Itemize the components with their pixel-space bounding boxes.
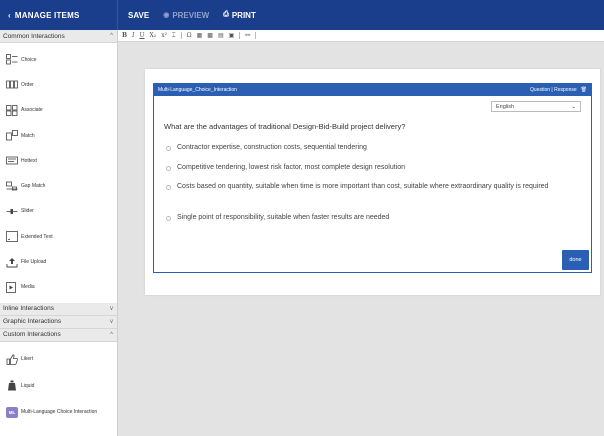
- sidebar-item-multi-language-choice[interactable]: [0, 399, 117, 426]
- sidebar-item-label: Multi-Language Choice Interaction: [21, 409, 98, 416]
- sidebar-item-label: File Upload: [21, 259, 47, 266]
- sidebar-item-label: Slider: [21, 208, 34, 215]
- chevron-up-icon: ^: [110, 33, 113, 39]
- printer-icon: ⎙: [223, 11, 229, 18]
- slider-icon: [6, 206, 18, 217]
- choice-option[interactable]: [166, 182, 566, 192]
- radio-button[interactable]: [166, 166, 171, 171]
- interaction-box[interactable]: [153, 83, 592, 273]
- common-interactions-title: Common Interactions: [3, 32, 65, 40]
- sidebar-item-slider[interactable]: [0, 199, 117, 224]
- editor-toolbar: [118, 30, 604, 42]
- interactions-sidebar: [0, 30, 118, 436]
- sidebar-item-likert[interactable]: [0, 346, 117, 373]
- interaction-title: Multi-Language_Choice_Interaction: [158, 87, 237, 93]
- link-icon[interactable]: ⚯: [245, 33, 251, 39]
- manage-items-button[interactable]: [0, 0, 118, 30]
- order-icon: [6, 79, 18, 90]
- likert-icon: [6, 354, 18, 365]
- file-upload-icon: [6, 257, 18, 268]
- associate-icon: [6, 105, 18, 116]
- trash-icon[interactable]: 🗑: [580, 87, 587, 93]
- italic-button[interactable]: I: [132, 32, 135, 39]
- chevron-up-icon: ^: [110, 331, 113, 338]
- multi-language-icon: ML: [6, 407, 18, 418]
- bold-button[interactable]: B: [122, 32, 128, 39]
- sidebar-item-media[interactable]: [0, 275, 117, 300]
- sidebar-item-associate[interactable]: [0, 98, 117, 123]
- language-value: English: [496, 103, 515, 110]
- top-bar: [0, 0, 604, 30]
- sidebar-item-extended-text[interactable]: [0, 224, 117, 249]
- interaction-header-actions: [530, 87, 587, 93]
- hottext-icon: [6, 155, 18, 166]
- clear-format-button[interactable]: ⌶: [172, 31, 176, 39]
- toolbar-divider: [181, 32, 182, 39]
- inline-interactions-title: Inline Interactions: [3, 305, 54, 313]
- sidebar-item-hottext[interactable]: [0, 148, 117, 173]
- common-interactions-list: [0, 43, 117, 300]
- sidebar-item-label: Likert: [21, 356, 34, 363]
- sidebar-item-liquid[interactable]: [0, 372, 117, 399]
- sidebar-item-label: Order: [21, 81, 34, 88]
- media-icon: [6, 282, 18, 293]
- choice-icon: [6, 54, 18, 65]
- custom-interactions-title: Custom Interactions: [3, 331, 61, 339]
- inline-interactions-header[interactable]: [0, 303, 117, 316]
- subscript-button[interactable]: X₂: [149, 32, 157, 39]
- done-button[interactable]: done: [562, 250, 589, 270]
- sidebar-item-file-upload[interactable]: [0, 249, 117, 274]
- sidebar-item-label: Media: [21, 284, 35, 291]
- question-response-tabs[interactable]: Question | Response: [530, 87, 577, 93]
- manage-items-label: MANAGE ITEMS: [14, 10, 80, 20]
- toolbar-divider: [255, 32, 256, 39]
- image-icon[interactable]: ▩: [207, 33, 213, 39]
- radio-button[interactable]: [166, 146, 171, 151]
- sidebar-item-label: Choice: [21, 56, 37, 63]
- choice-option[interactable]: [166, 163, 566, 173]
- sidebar-item-match[interactable]: [0, 123, 117, 148]
- choice-text: Contractor expertise, construction costs, sequential tendering: [177, 144, 367, 151]
- sidebar-item-label: Gap Match: [21, 183, 46, 190]
- sidebar-item-label: Hottext: [21, 157, 37, 164]
- extended-text-icon: [6, 231, 18, 242]
- sidebar-item-label: Associate: [21, 107, 43, 114]
- interaction-header: [154, 84, 591, 96]
- sidebar-item-label: Liquid: [21, 382, 35, 389]
- chevron-left-icon: ‹: [8, 10, 11, 20]
- print-label: PRINT: [231, 10, 256, 20]
- radio-button[interactable]: [166, 185, 171, 190]
- sidebar-item-label: Match: [21, 132, 35, 139]
- question-prompt[interactable]: What are the advantages of traditional Design-Bid-Build project delivery?: [164, 122, 406, 131]
- choice-option[interactable]: [166, 143, 566, 153]
- liquid-icon: [6, 380, 18, 391]
- eye-icon: ◉: [163, 12, 170, 19]
- graphic-interactions-header[interactable]: [0, 316, 117, 329]
- language-select[interactable]: [491, 101, 581, 112]
- chevron-down-icon: ⌄: [571, 103, 576, 110]
- list-icon[interactable]: ▤: [217, 33, 224, 39]
- preview-label: PREVIEW: [172, 10, 210, 20]
- common-interactions-header[interactable]: [0, 30, 117, 43]
- graphic-interactions-title: Graphic Interactions: [3, 318, 62, 326]
- choice-text: Single point of responsibility, suitable when faster results are needed: [177, 214, 390, 221]
- choice-text: Competitive tendering, lowest risk factor, most complete design resolution: [177, 164, 405, 171]
- chevron-down-icon: v: [110, 305, 113, 312]
- preview-button[interactable]: [163, 11, 209, 20]
- custom-interactions-header[interactable]: [0, 329, 117, 342]
- gap-match-icon: [6, 181, 18, 192]
- sidebar-item-choice[interactable]: [0, 47, 117, 72]
- special-char-button[interactable]: Ω: [186, 32, 192, 39]
- media-embed-icon[interactable]: ▣: [228, 33, 235, 39]
- match-icon: [6, 130, 18, 141]
- sidebar-item-label: Extended Text: [21, 233, 53, 240]
- sidebar-item-order[interactable]: [0, 72, 117, 97]
- superscript-button[interactable]: x²: [161, 32, 167, 39]
- custom-interactions-list: [0, 342, 117, 426]
- topbar-actions: [118, 11, 256, 20]
- save-button[interactable]: [128, 11, 149, 20]
- toolbar-divider: [239, 32, 240, 39]
- save-label: SAVE: [128, 10, 150, 20]
- sidebar-item-gap-match[interactable]: [0, 173, 117, 198]
- table-icon[interactable]: ▦: [196, 33, 203, 39]
- print-button[interactable]: [223, 11, 256, 20]
- chevron-down-icon: v: [110, 318, 113, 325]
- underline-button[interactable]: U: [139, 32, 145, 39]
- choice-option[interactable]: [166, 213, 566, 223]
- choice-text: Costs based on quantity, suitable when time is more important than cost, suitable where extraordinary quality is required: [177, 183, 549, 190]
- radio-button[interactable]: [166, 216, 171, 221]
